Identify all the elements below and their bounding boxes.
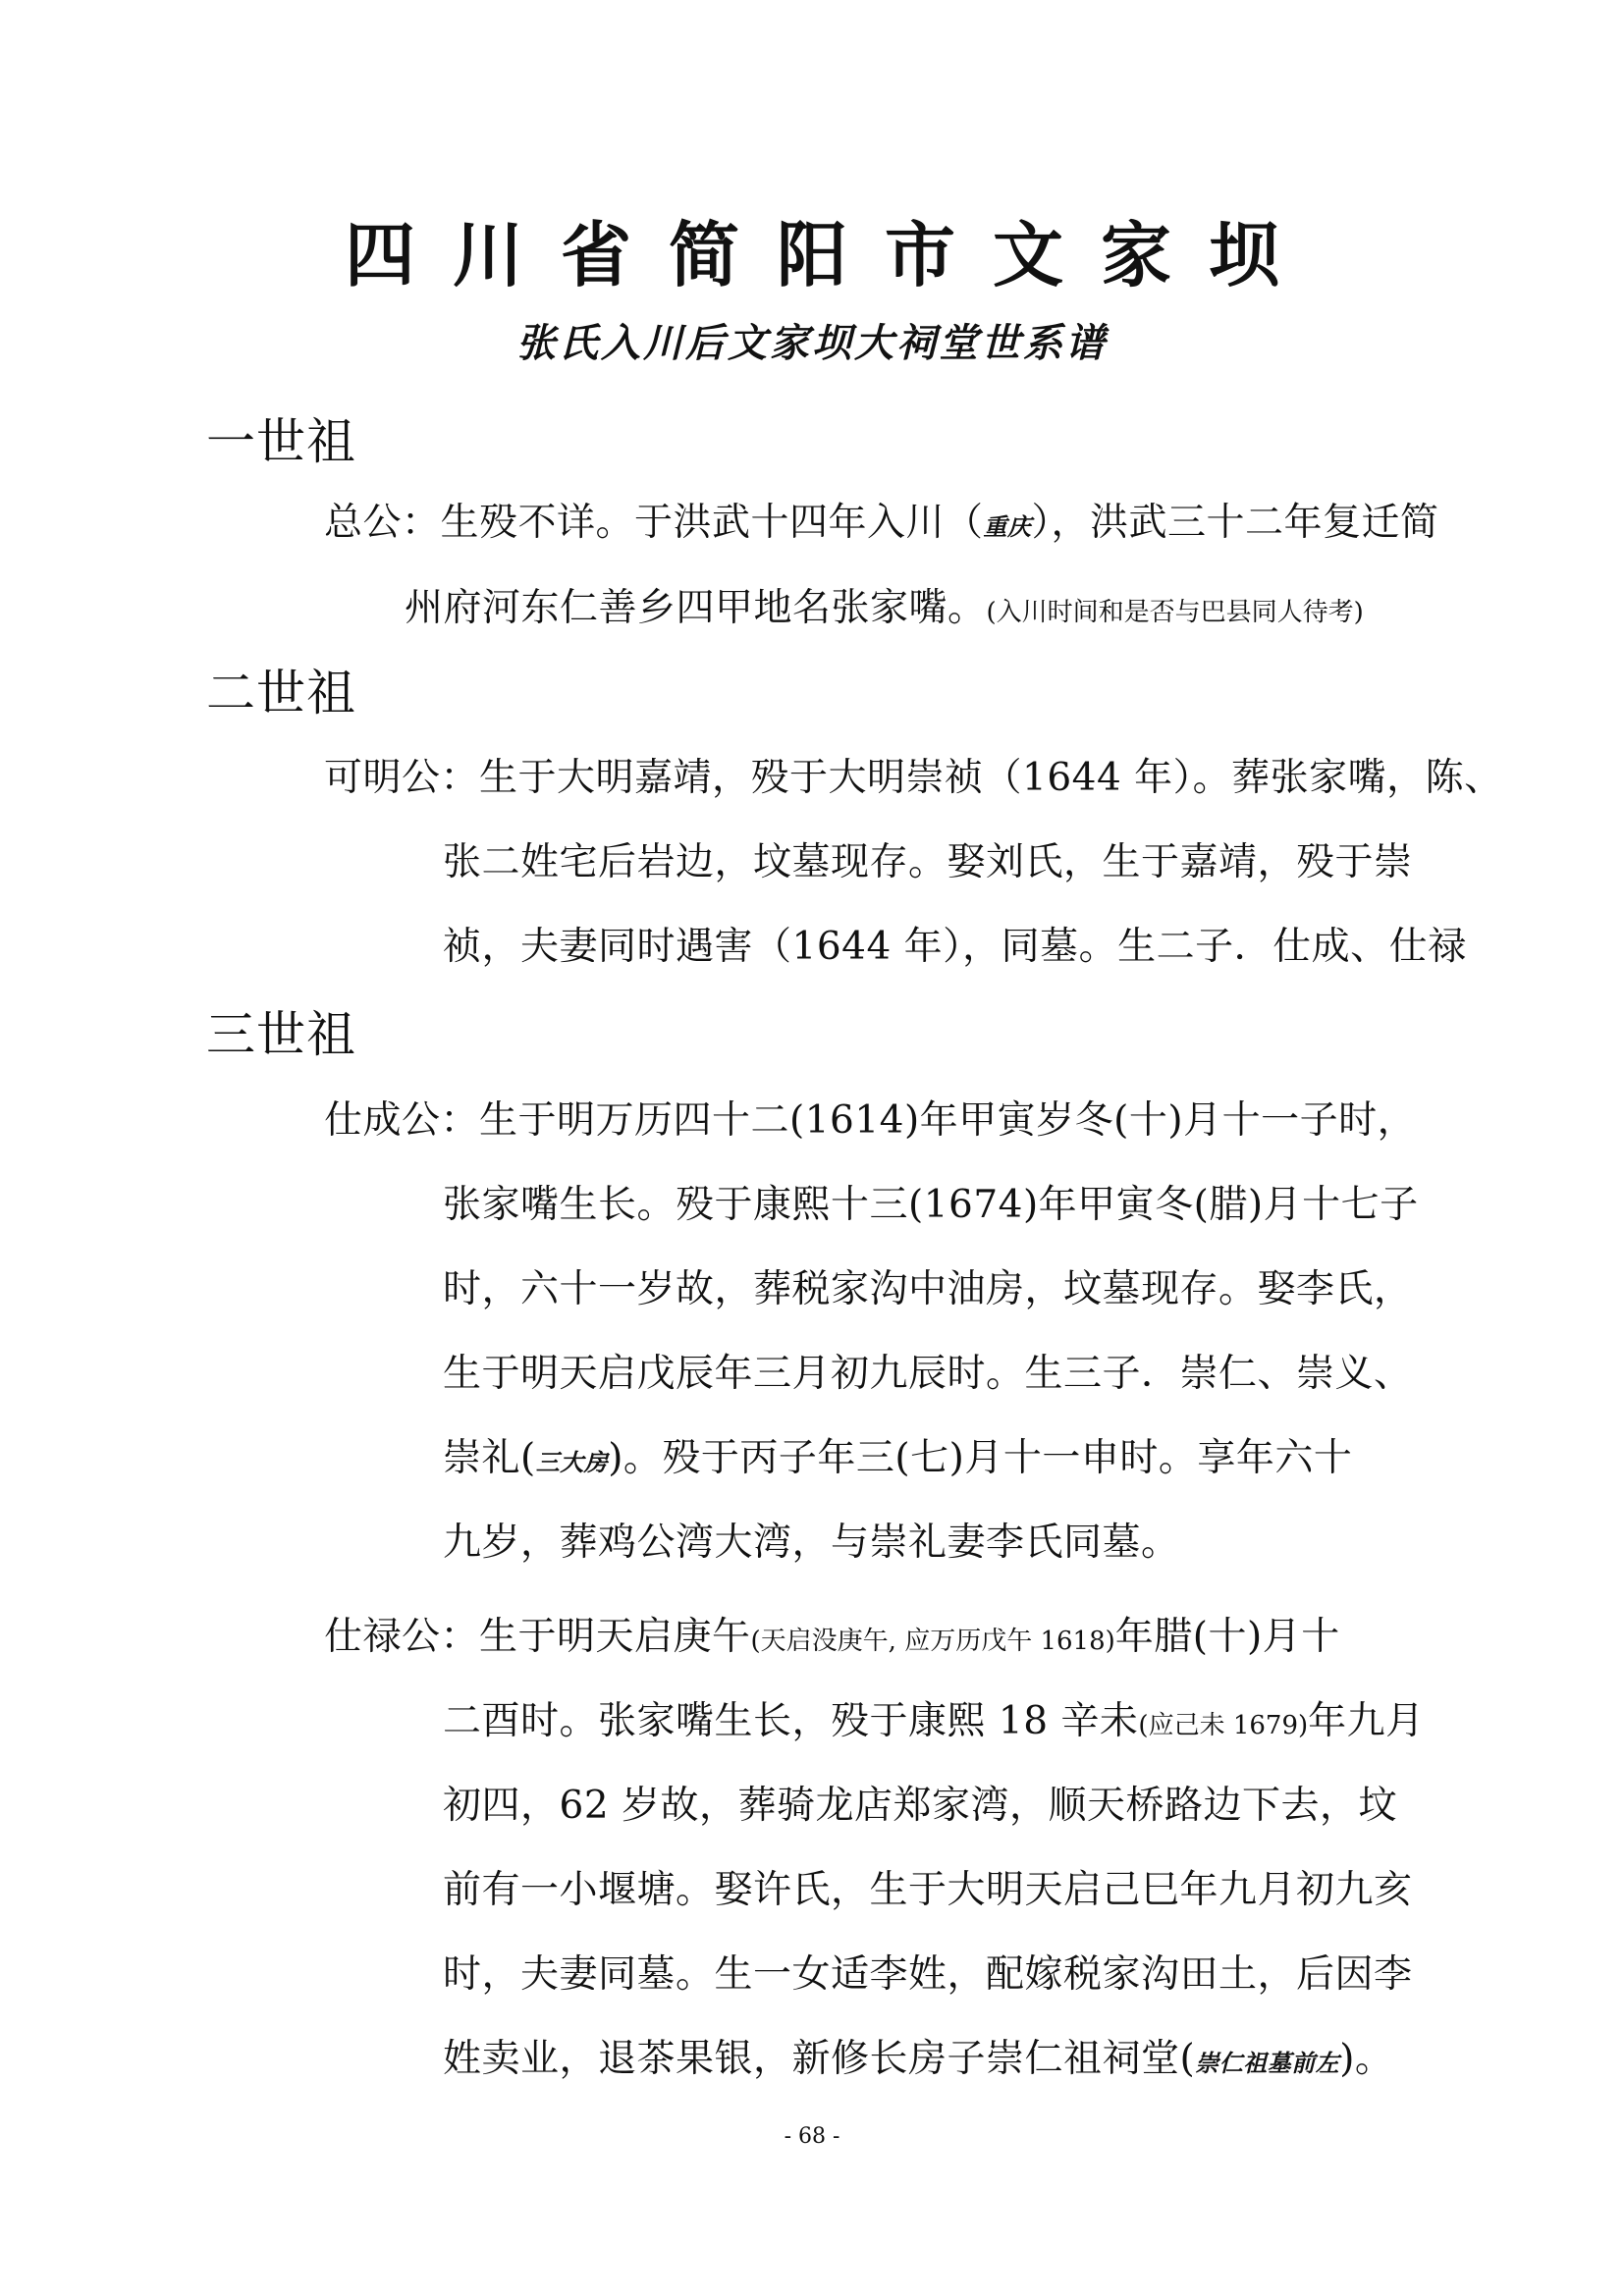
entry-line <box>443 2035 1393 2088</box>
entry-line <box>324 1613 1340 1666</box>
entry-text: 崇礼( <box>443 1436 536 1480</box>
page-title: 四川省简阳市文家坝 <box>344 213 1317 296</box>
inline-note: 三大房 <box>535 1448 609 1476</box>
page-subtitle: 张氏入川后文家坝大祠堂世系谱 <box>516 320 1108 366</box>
entry-text: 姓卖业，退茶果银，新修长房子崇仁祖祠堂( <box>443 2037 1196 2081</box>
inline-note: (天启没庚午, 应万历戊午 1618) <box>750 1627 1115 1656</box>
entry-line: 张二姓宅后岩边，坟墓现存。娶刘氏，生于嘉靖，殁于崇 <box>443 840 1413 884</box>
entry-text: )。殁于丙子年三(七)月十一申时。享年六十 <box>608 1436 1353 1480</box>
entry-line <box>443 1434 1352 1487</box>
entry-text: 二酉时。张家嘴生长，殁于康熙 18 辛未 <box>443 1699 1139 1743</box>
entry-line: 九岁，葬鸡公湾大湾，与崇礼妻李氏同墓。 <box>443 1521 1180 1565</box>
page-number: - 68 - <box>784 2124 840 2149</box>
entry-line: 生于明天启戊辰年三月初九辰时。生三子．崇仁、崇义、 <box>443 1352 1413 1396</box>
entry-line <box>443 1697 1425 1750</box>
entry-text: 州府河东仁善乡四甲地名张家嘴。 <box>405 586 987 630</box>
entry-text: 仕禄公：生于明天启庚午 <box>324 1615 751 1659</box>
entry-line: 时，六十一岁故，葬税家沟中油房，坟墓现存。娶李氏， <box>443 1267 1413 1311</box>
inline-note: (应己未 1679) <box>1138 1711 1309 1740</box>
entry-text: 年九月 <box>1308 1699 1425 1743</box>
generation-heading-3: 三世祖 <box>206 1006 356 1063</box>
generation-heading-2: 二世祖 <box>206 665 356 721</box>
inline-note: 重庆 <box>983 512 1032 541</box>
generation-heading-1: 一世祖 <box>206 413 356 470</box>
entry-text: )。 <box>1339 2037 1394 2081</box>
entry-line: 前有一小堰塘。娶许氏，生于大明天启己巳年九月初九亥 <box>443 1868 1413 1912</box>
entry-line <box>405 584 1364 637</box>
inline-note: 崇仁祖墓前左 <box>1195 2049 1340 2077</box>
entry-line: 祯，夫妻同时遇害（1644 年），同墓。生二子．仕成、仕禄 <box>443 925 1467 969</box>
entry-line: 张家嘴生长。殁于康熙十三(1674)年甲寅冬(腊)月十七子 <box>443 1183 1419 1227</box>
entry-line: 可明公：生于大明嘉靖，殁于大明崇祯（1644 年）。葬张家嘴，陈、 <box>324 756 1503 800</box>
entry-line: 初四，62 岁故，葬骑龙店郑家湾，顺天桥路边下去，坟 <box>443 1784 1398 1828</box>
entry-text: 总公：生殁不详。于洪武十四年入川（ <box>324 501 984 545</box>
entry-text: ），洪武三十二年复迁简 <box>1031 501 1439 545</box>
entry-line <box>324 499 1439 552</box>
inline-note: (入川时间和是否与巴县同人待考) <box>986 598 1364 627</box>
entry-line: 时，夫妻同墓。生一女适李姓，配嫁税家沟田土，后因李 <box>443 1952 1413 1997</box>
entry-line: 仕成公：生于明万历四十二(1614)年甲寅岁冬(十)月十一子时， <box>324 1098 1417 1143</box>
entry-text: 年腊(十)月十 <box>1114 1615 1340 1659</box>
